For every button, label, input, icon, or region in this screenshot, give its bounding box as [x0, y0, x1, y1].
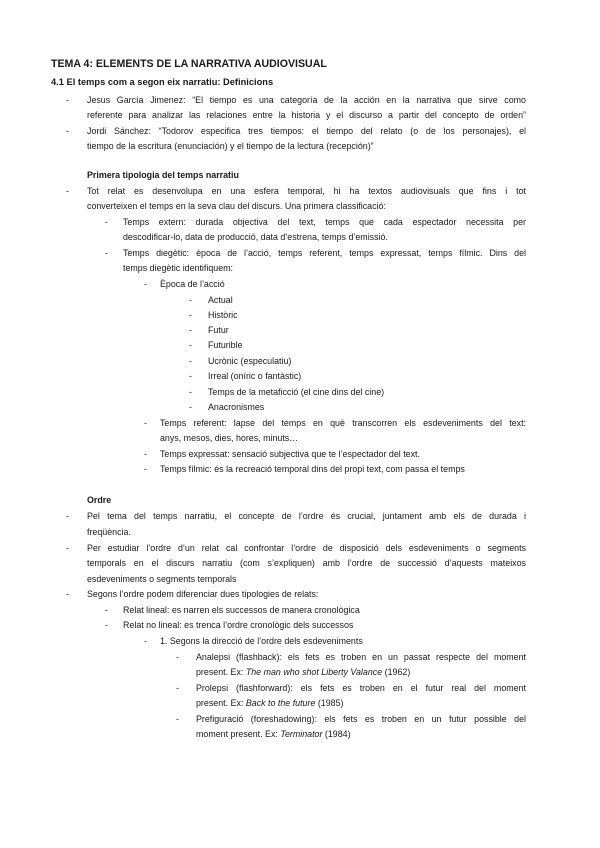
ordre-p2-line-3: esdeveniments o segments temporals [87, 574, 237, 584]
ordre-p2-line-1: Per estudiar l’ordre d’un relat cal confrontar l’ordre de disposició dels esdeveniments o segments [87, 543, 526, 553]
epoca-item: Futurible [208, 340, 243, 350]
bullet-dash: - [105, 605, 108, 615]
bullet-dash: - [66, 186, 69, 196]
page-title: TEMA 4: ELEMENTS DE LA NARRATIVA AUDIOVISUAL [51, 58, 327, 70]
bullet-dash: - [189, 387, 192, 397]
ordre-p1-line-1: Pel tema del temps narratiu, el concepte de l’ordre és crucial, juntament amb els de durada i [87, 511, 526, 521]
bullet-dash: - [66, 543, 69, 553]
temps-extern-line-1: Temps extern: durada objectiva del text, temps que cada espectador necessita per [123, 217, 526, 227]
bullet-dash: - [105, 248, 108, 258]
bullet-dash: - [144, 449, 147, 459]
temps-expressat: Temps expressat: sensació subjectiva que te l’espectador del text. [160, 449, 420, 459]
subheading-tipologia: Primera tipologia del temps narratiu [87, 170, 239, 180]
epoca-item: Futur [208, 325, 229, 335]
film-title: Back to the future [245, 698, 316, 708]
prolepsi-line-1: Prolepsi (flashforward): els fets es troben en el futur real del moment [196, 683, 526, 693]
film-title: Terminator [280, 729, 323, 739]
ordre-p1-line-2: freqüència. [87, 527, 131, 537]
epoca-item: Temps de la metaficció (el cine dins del cine) [208, 387, 385, 397]
temps-diegetic-line-1: Temps diegètic: època de l’acció, temps referent, temps expressat, temps fílmic. Dins del [123, 248, 526, 258]
bullet-dash: - [189, 340, 192, 350]
direccio-ordre: 1. Segons la direcció de l’ordre dels esdeveniments [160, 636, 363, 646]
section-heading: 4.1 El temps com a segon eix narratiu: Definicions [51, 77, 274, 87]
bullet-dash: - [144, 279, 147, 289]
bullet-dash: - [66, 95, 69, 105]
definition-2-line-2: tiempo de la escritura (enunciación) y el tiempo de la lectura (recepción)” [87, 141, 374, 151]
temps-referent-line-2: anys, mesos, dies, hores, minuts… [160, 433, 299, 443]
bullet-dash: - [105, 620, 108, 630]
tipologia-intro-line-2: converteixen el temps en la seva clau del discurs. Una primera classificació: [87, 201, 386, 211]
epoca-item: Anacronismes [208, 402, 265, 412]
prefiguracio-line-2: moment present. Ex: Terminator (1984) [196, 729, 351, 739]
bullet-dash: - [176, 683, 179, 693]
bullet-dash: - [105, 217, 108, 227]
prolepsi-line-2: present. Ex: Back to the future (1985) [196, 698, 344, 708]
ordre-p3: Segons l’ordre podem diferenciar dues tipologies de relats: [87, 589, 319, 599]
definition-1-line-2: referente para analizar las relaciones entre la historia y el discurso a partir del concepto de orden” [87, 110, 526, 120]
ordre-p2-line-2: temporals en el discurs narratiu (com s’expliquen) amb l’ordre de successió d’aquests mateixos [87, 558, 526, 568]
bullet-dash: - [189, 325, 192, 335]
bullet-dash: - [66, 589, 69, 599]
bullet-dash: - [176, 652, 179, 662]
bullet-dash: - [144, 418, 147, 428]
analepsi-line-2: present. Ex: The man who shot Liberty Valance (1962) [196, 667, 411, 677]
definition-1-line-1: Jesus García Jimenez: “El tiempo es una categoría de la acción en la narrativa que sirve como [87, 95, 526, 105]
film-title: The man who shot Liberty Valance [245, 667, 383, 677]
definition-2-line-1: Jordi Sánchez: “Todorov especifica tres tiempos: el tiempo del relato (o de los personajes), el [87, 126, 526, 136]
bullet-dash: - [189, 310, 192, 320]
epoca-item: Històric [208, 310, 238, 320]
temps-extern-line-2: descodificar-lo, data de producció, data d’estrena, temps d’emissió. [123, 232, 388, 242]
temps-referent-line-1: Temps referent: lapse del temps en què transcorren els esdeveniments del text: [160, 418, 526, 428]
relat-lineal: Relat lineal: es narren els successos de manera cronològica [123, 605, 360, 615]
bullet-dash: - [189, 402, 192, 412]
temps-diegetic-line-2: temps diegètic identifiquem: [123, 263, 234, 273]
tipologia-intro-line-1: Tot relat es desenvolupa en una esfera temporal, hi ha textos audiovisuals que fins i tot [87, 186, 526, 196]
bullet-dash: - [189, 356, 192, 366]
epoca-item: Irreal (oníric o fantàstic) [208, 371, 302, 381]
prefiguracio-line-1: Prefiguració (foreshadowing): els fets es troben en un futur possible del [196, 714, 526, 724]
bullet-dash: - [66, 126, 69, 136]
bullet-dash: - [144, 464, 147, 474]
analepsi-line-1: Analepsi (flashback): els fets es troben en un passat respecte del moment [196, 652, 526, 662]
bullet-dash: - [176, 714, 179, 724]
epoca-item: Ucrònic (especulatiu) [208, 356, 292, 366]
epoca-accio: Època de l’acció [160, 279, 225, 289]
temps-filmic: Temps fílmic: és la recreació temporal dins del propi text, com passa el temps [160, 464, 465, 474]
relat-no-lineal: Relat no lineal: es trenca l’ordre cronològic dels successos [123, 620, 354, 630]
epoca-item: Actual [208, 295, 233, 305]
bullet-dash: - [144, 636, 147, 646]
bullet-dash: - [189, 295, 192, 305]
bullet-dash: - [189, 371, 192, 381]
bullet-dash: - [66, 511, 69, 521]
subheading-ordre: Ordre [87, 495, 112, 505]
